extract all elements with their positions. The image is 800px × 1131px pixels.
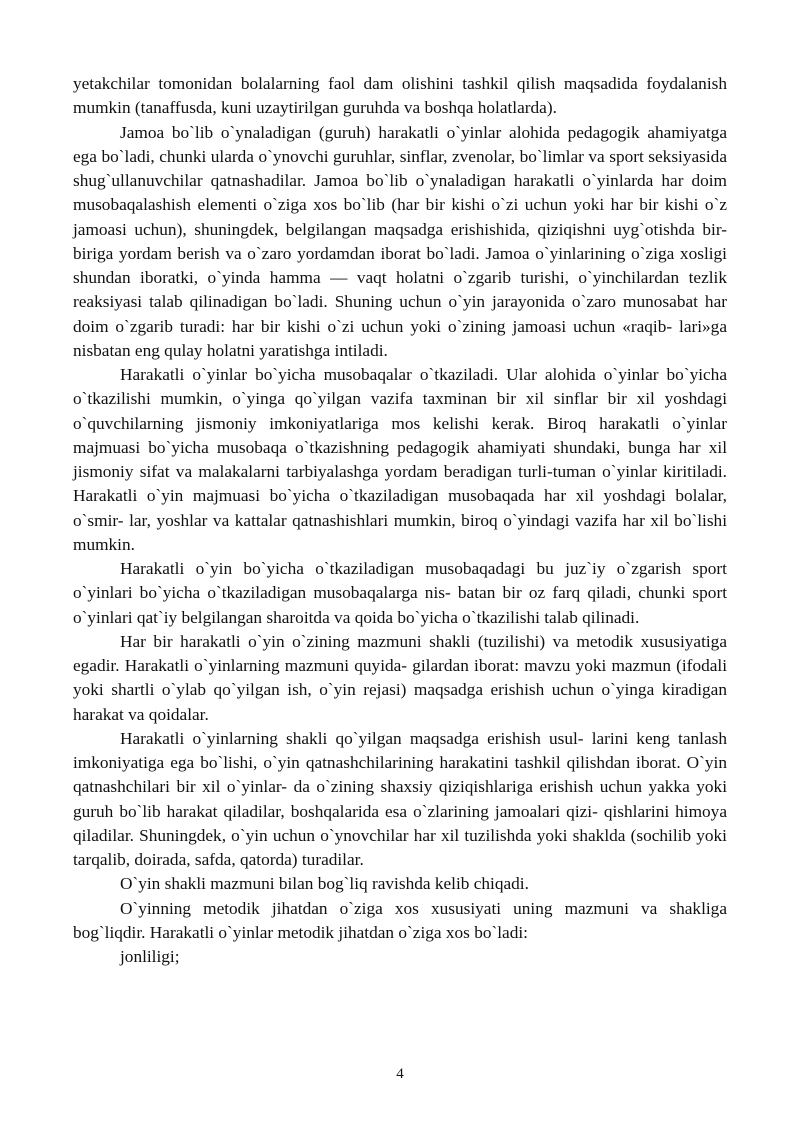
paragraph-methodical-features: O`yinning metodik jihatdan o`ziga xos xususiyati uning mazmuni va shakliga bog`liqdir. Harakatli o`yinlar metodik jihatdan o`ziga xos bo`ladi: [73,898,727,942]
paragraph-form-content-link: O`yin shakli mazmuni bilan bog`liq ravishda kelib chiqadi. [120,874,529,894]
page-number: 4 [396,1066,404,1082]
paragraph-game-form: Harakatli o`yinlarning shakli qo`yilgan maqsadga erishish usul- larini keng tanlash imkoniyatiga ega bo`lishi, o`yin qatnashchilarining harakatini tashkil qilishdan iborat. O`yin qatnashchilari bir xil o`yinlar- da o`zining shaxsiy qiziqishlariga erishish uchun yakka yoki guruh bo`lib harakat qiladilar, boshqalarida esa o`zlarining jamoalari qizi- qishlarini himoya qiladilar. Shuningdek, o`yin uchun o`ynovchilar har xil tuzilishda yoki shaklda (sochilib yoki tarqalib, doirada, safda, qatorda) turadilar. [73,728,727,869]
paragraph-sport-games-difference: Harakatli o`yin bo`yicha o`tkaziladigan musobaqadagi bu juz`iy o`zgarish sport o`yinlari bo`yicha o`tkaziladigan musobaqalarga nis- batan bir oz farq qiladi, chunki sport o`yinlari qat`iy belgilangan sharoitda va qoida bo`yicha o`tkazilishi talab qilinadi. [73,559,727,627]
paragraph-competitions: Harakatli o`yinlar bo`yicha musobaqalar o`tkaziladi. Ular alohida o`yinlar bo`yicha o`tkazilishi mumkin, o`yinga qo`yilgan vazifa taxminan bir xil sinflar bir xil yoshdagi o`quvchilarning jismoniy imkoniyatlariga mos kelishi kerak. Biroq harakatli o`yinlar majmuasi bo`yicha musobaqa o`tkazishning pedagogik ahamiyati shundaki, bunga har xil jismoniy sifat va malakalarni tarbiyalashga yordam beradigan turli-tuman o`yinlar kiritiladi. Harakatli o`yin majmuasi bo`yicha o`tkaziladigan musobaqada har xil yoshdagi bolalar, o`smir- lar, yoshlar va kattalar qatnashishlari mumkin, biroq o`yindagi vazifa har xil bo`lishi mumkin. [73,365,727,554]
paragraph-game-content: Har bir harakatli o`yin o`zining mazmuni shakli (tuzilishi) va metodik xususiyatiga egadir. Harakatli o`yinlarning mazmuni quyida- gilardan iborat: mavzu yoki mazmun (ifodali yoki shartli o`ylab qo`yilgan ish, o`yin rejasi) maqsadga erishish uchun o`yinga kiradigan harakat va qoidalar. [73,631,727,724]
paragraph-team-games: Jamoa bo`lib o`ynaladigan (guruh) harakatli o`yinlar alohida pedagogik ahamiyatga ega bo`ladi, chunki ularda o`ynovchi guruhlar, sinflar, zvenolar, bo`limlar va sport seksiyasida shug`ullanuvchilar qatnashadilar. Jamoa bo`lib o`ynaladigan harakatli o`yinlarda har doim musobaqalashish elementi o`ziga xos bo`lib (har bir kishi o`zi uchun yoki har bir kishi o`z jamoasi uchun), shuningdek, belgilangan maqsadga erishishida, qiziqishni uyg`otishda bir-biriga yordam berish va o`zaro yordamdan iborat bo`ladi. Jamoa o`yinlarining o`ziga xosligi shundan iboratki, o`yinda hamma — vaqt holatni o`zgarib turishi, o`yinchilardan tezlik reaksiyasi talab qilinadigan bo`ladi. Shuning uchun o`yin jarayonida o`zaro munosabat har doim o`zgarib turadi: har bir kishi o`zi uchun yoki o`zining jamoasi uchun «raqib- lari»ga nisbatan eng qulay holatni yaratishga intiladi. [73,122,727,360]
paragraph-continuation: yetakchilar tomonidan bolalarning faol dam olishini tashkil qilish maqsadida foydalanish mumkin (tanaffusda, kuni uzaytirilgan guruhda va boshqa holatlarda). [73,74,727,118]
list-item-liveliness: jonliligi; [120,947,180,966]
page-body [73,72,727,969]
